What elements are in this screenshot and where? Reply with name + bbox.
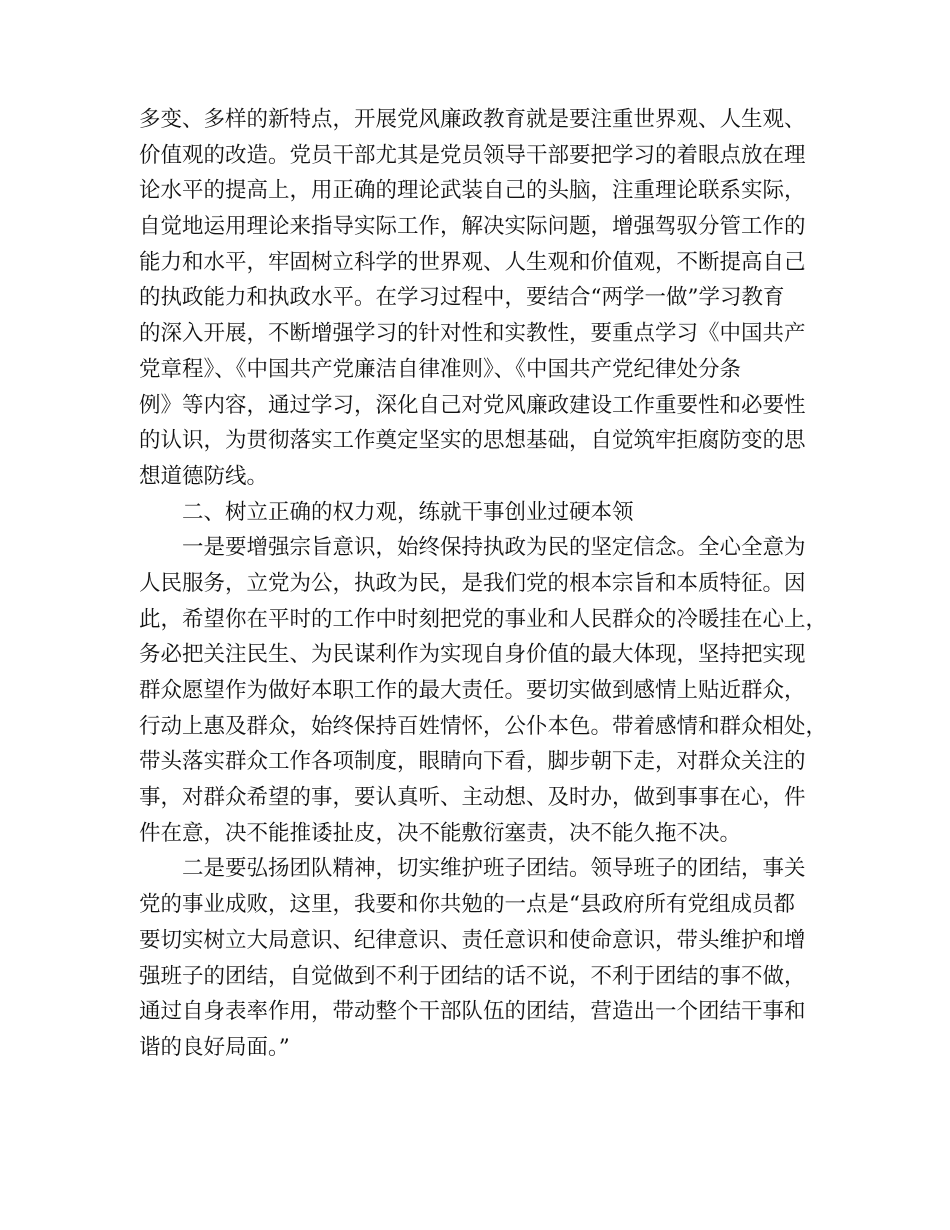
text-line: 要切实树立大局意识、纪律意识、责任意识和使命意识，带头维护和增 [139,927,806,953]
text-line: 价值观的改造。党员干部尤其是党员领导干部要把学习的着眼点放在理 [139,142,806,168]
text-line: 强班子的团结，自觉做到不利于团结的话不说，不利于团结的事不做， [139,963,806,989]
text-line: 党章程》、《中国共产党廉洁自律准则》、《中国共产党纪律处分条 [139,356,742,382]
text-line: 件在意，决不能推诿扯皮，决不能敷衍塞责，决不能久拖不决。 [139,820,742,846]
text-line: 带头落实群众工作各项制度，眼睛向下看，脚步朝下走，对群众关注的 [139,749,806,775]
text-line: 群众愿望作为做好本职工作的最大责任。要切实做到感情上贴近群众， [139,678,806,703]
text-line: 论水平的提高上，用正确的理论武装自己的头脑，注重理论联系实际， [139,178,806,204]
text-line: 谐的良好局面。” [139,1034,290,1060]
text-line: 通过自身表率作用，带动整个干部队伍的团结，营造出一个团结干事和 [139,999,806,1025]
text-line: 行动上惠及群众，始终保持百姓情怀，公仆本色。带着感情和群众相处， [139,713,828,739]
text-line: 的认识，为贯彻落实工作奠定坚实的思想基础，自觉筑牢拒腐防变的思 [139,428,806,454]
text-line: 党的事业成败，这里，我要和你共勉的一点是“县政府所有党组成员都 [139,892,795,918]
text-line: 能力和水平，牢固树立科学的世界观、人生观和价值观，不断提高自己 [139,249,806,275]
text-line: 二是要弘扬团队精神，切实维护班子团结。领导班子的团结，事关 [182,856,806,882]
text-line: 此，希望你在平时的工作中时刻把党的事业和人民群众的冷暖挂在心上， [139,606,828,632]
text-line: 的深入开展，不断增强学习的针对性和实教性，要重点学习《中国共产 [139,321,806,347]
body-text [139,102,828,1066]
text-line: 自觉地运用理论来指导实际工作，解决实际问题，增强驾驭分管工作的 [139,214,806,240]
text-line: 事，对群众希望的事，要认真听、主动想、及时办，做到事事在心，件 [139,785,806,811]
text-line: 想道德防线。 [139,463,269,489]
text-line: 例》等内容，通过学习，深化自己对党风廉政建设工作重要性和必要性 [139,392,806,418]
text-line: 的执政能力和执政水平。在学习过程中，要结合“两学一做”学习教育 [139,285,785,311]
section-heading: 二、树立正确的权力观，练就干事创业过硬本领 [182,499,634,525]
text-line: 多变、多样的新特点，开展党风廉政教育就是要注重世界观、人生观、 [139,107,806,132]
text-line: 一是要增强宗旨意识，始终保持执政为民的坚定信念。全心全意为 [182,535,806,561]
text-line: 务必把关注民生、为民谋利作为实现自身价值的最大体现，坚持把实现 [139,642,806,668]
text-line: 人民服务，立党为公，执政为民，是我们党的根本宗旨和本质特征。因 [139,570,806,596]
